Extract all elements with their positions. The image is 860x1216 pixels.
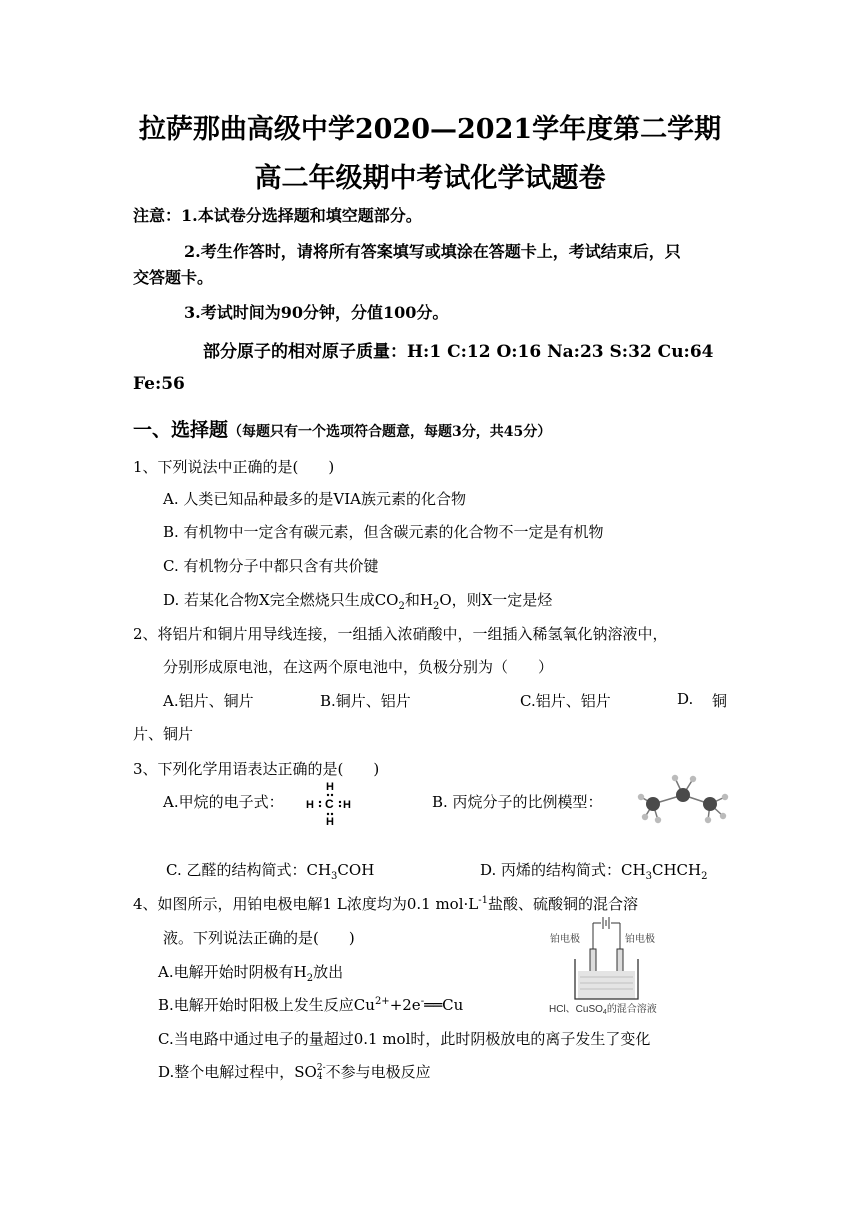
- q4-a-text-1: A.电解开始时阴极有H: [158, 963, 307, 981]
- note-3: 3.考试时间为90分钟，分值100分。: [184, 303, 449, 322]
- atomic-mass-line: 部分原子的相对原子质量：H:1 C:12 O:16 Na:23 S:32 Cu:64: [203, 342, 714, 362]
- note-2b: 交答题卡。: [133, 268, 214, 287]
- q2-option-c: C.铝片、铝片: [520, 692, 611, 710]
- q2-option-d-cont: 片、铜片: [133, 725, 194, 743]
- section-title: [133, 415, 551, 442]
- q1-option-a: A. 人类已知品种最多的是VIA族元素的化合物: [163, 490, 466, 508]
- methane-electron-formula: [300, 778, 360, 828]
- solution-caption: [549, 1002, 657, 1015]
- caption-text-1: HCl、CuSO: [549, 1004, 603, 1015]
- methane-h-left: H: [306, 799, 314, 811]
- q2-option-a: A.铝片、铜片: [163, 692, 254, 710]
- exam-title-line2: 高二年级期中考试化学试题卷: [254, 163, 606, 194]
- q4-option-c: C.当电路中通过电子的量超过0.1 mol时，此时阴极放电的离子发生了变化: [158, 1030, 651, 1048]
- q4-stem-line1: [133, 893, 638, 914]
- methane-h-bottom: H: [326, 816, 334, 828]
- q2-option-d-text: 铜: [712, 692, 728, 710]
- q3-option-b: B. 丙烷分子的比例模型：: [432, 793, 603, 811]
- q3-stem: 3、下列化学用语表达正确的是( ): [133, 760, 380, 778]
- q3-option-a: A.甲烷的电子式：: [163, 793, 284, 811]
- q3-c-text-1: C. 乙醛的结构简式：CH: [166, 861, 332, 879]
- q3-d-text-1: D. 丙烯的结构简式：CH: [480, 861, 646, 879]
- q4-b-text-2: +2e: [389, 996, 421, 1014]
- q1-stem: 1、下列说法中正确的是( ): [133, 458, 335, 476]
- caption-sub: 4: [602, 1009, 607, 1015]
- solution: [578, 971, 635, 999]
- q4-a-sub: 2: [306, 973, 314, 984]
- q2-stem-line2: 分别形成原电池，在这两个原电池中，负极分别为（ ）: [163, 658, 554, 676]
- q2-stem-line1: 2、将铝片和铜片用导线连接，一组插入浓硝酸中，一组插入稀氢氧化钠溶液中，: [133, 625, 668, 643]
- q1-d-sub-1: 2: [398, 601, 405, 612]
- q1-option-d: [163, 589, 552, 612]
- exam-title-line1: 拉萨那曲高级中学2020—2021学年度第二学期: [138, 114, 722, 145]
- q1-d-sub-2: 2: [432, 601, 440, 612]
- propane-c-atoms: [646, 788, 717, 811]
- q4-stem-line2: 液。下列说法正确的是( ): [163, 929, 355, 947]
- battery-icon: [603, 917, 609, 929]
- note-1: 注意：1.本试卷分选择题和填空题部分。: [133, 206, 422, 225]
- q4-a-text-2: 放出: [313, 963, 344, 981]
- q3-d-text-2: CHCH: [651, 861, 702, 879]
- methane-c: C: [325, 797, 334, 811]
- q4-b-text-3: ══Cu: [424, 996, 464, 1014]
- q2-option-d-label: D.: [677, 690, 694, 708]
- q1-option-c: C. 有机物分子中都只含有共价键: [163, 557, 379, 575]
- q4-d-text-2: 不参与电极反应: [325, 1063, 431, 1081]
- q4-d-sup: 2-: [316, 1063, 326, 1073]
- q1-d-text-3: O，则X一定是烃: [439, 591, 553, 609]
- q4-d-text-1: D.整个电解过程中，SO: [158, 1063, 317, 1081]
- electrode-label-right: 铂电极: [625, 934, 655, 945]
- q3-d-sub-1: 3: [645, 871, 652, 882]
- electrolysis-diagram: [545, 913, 695, 1015]
- circuit-wires: [593, 923, 620, 975]
- q4-d-sub: 4: [316, 1072, 323, 1082]
- electrode-label-left: 铂电极: [550, 934, 580, 945]
- q4-stem-text-1: 4、如图所示，用铂电极电解1 L浓度均为0.1 mol·L: [133, 895, 479, 913]
- q4-b-sup-2: -: [420, 996, 425, 1007]
- q2-option-b: B.铜片、铝片: [320, 692, 411, 710]
- q4-option-b: [158, 994, 463, 1015]
- atomic-mass-line-cont: Fe:56: [133, 374, 185, 394]
- q3-d-sub-2: 2: [701, 871, 708, 882]
- q4-b-text-1: B.电解开始时阳极上发生反应Cu: [158, 996, 375, 1014]
- q4-stem-text-2: 盐酸、硫酸铜的混合溶: [487, 895, 638, 913]
- methane-h-top: H: [326, 781, 334, 793]
- q3-option-c: [166, 859, 374, 882]
- q3-c-sub: 3: [331, 871, 338, 882]
- q1-option-b: B. 有机物中一定含有碳元素，但含碳元素的化合物不一定是有机物: [163, 523, 604, 541]
- propane-ball-model: [635, 770, 735, 830]
- section-note: （每题只有一个选项符合题意，每题3分，共45分）: [228, 424, 552, 440]
- q1-d-text-1: D. 若某化合物X完全燃烧只生成CO: [163, 591, 399, 609]
- q4-stem-sup: -1: [478, 895, 488, 906]
- q3-c-text-2: COH: [337, 861, 375, 879]
- q1-d-text-2: 和H: [404, 591, 433, 609]
- methane-h-right: H: [343, 799, 351, 811]
- q3-option-d: [480, 859, 707, 882]
- q4-b-sup-1: 2+: [374, 996, 390, 1007]
- note-2a: 2.考生作答时，请将所有答案填写或填涂在答题卡上，考试结束后，只: [184, 242, 681, 261]
- q4-option-d: [158, 1061, 431, 1082]
- q4-d-ion-charge: [317, 1064, 326, 1082]
- section-title-text: 一、选择题: [133, 419, 229, 441]
- q4-option-a: [158, 961, 343, 984]
- caption-text-2: 的混合溶液: [606, 1004, 657, 1015]
